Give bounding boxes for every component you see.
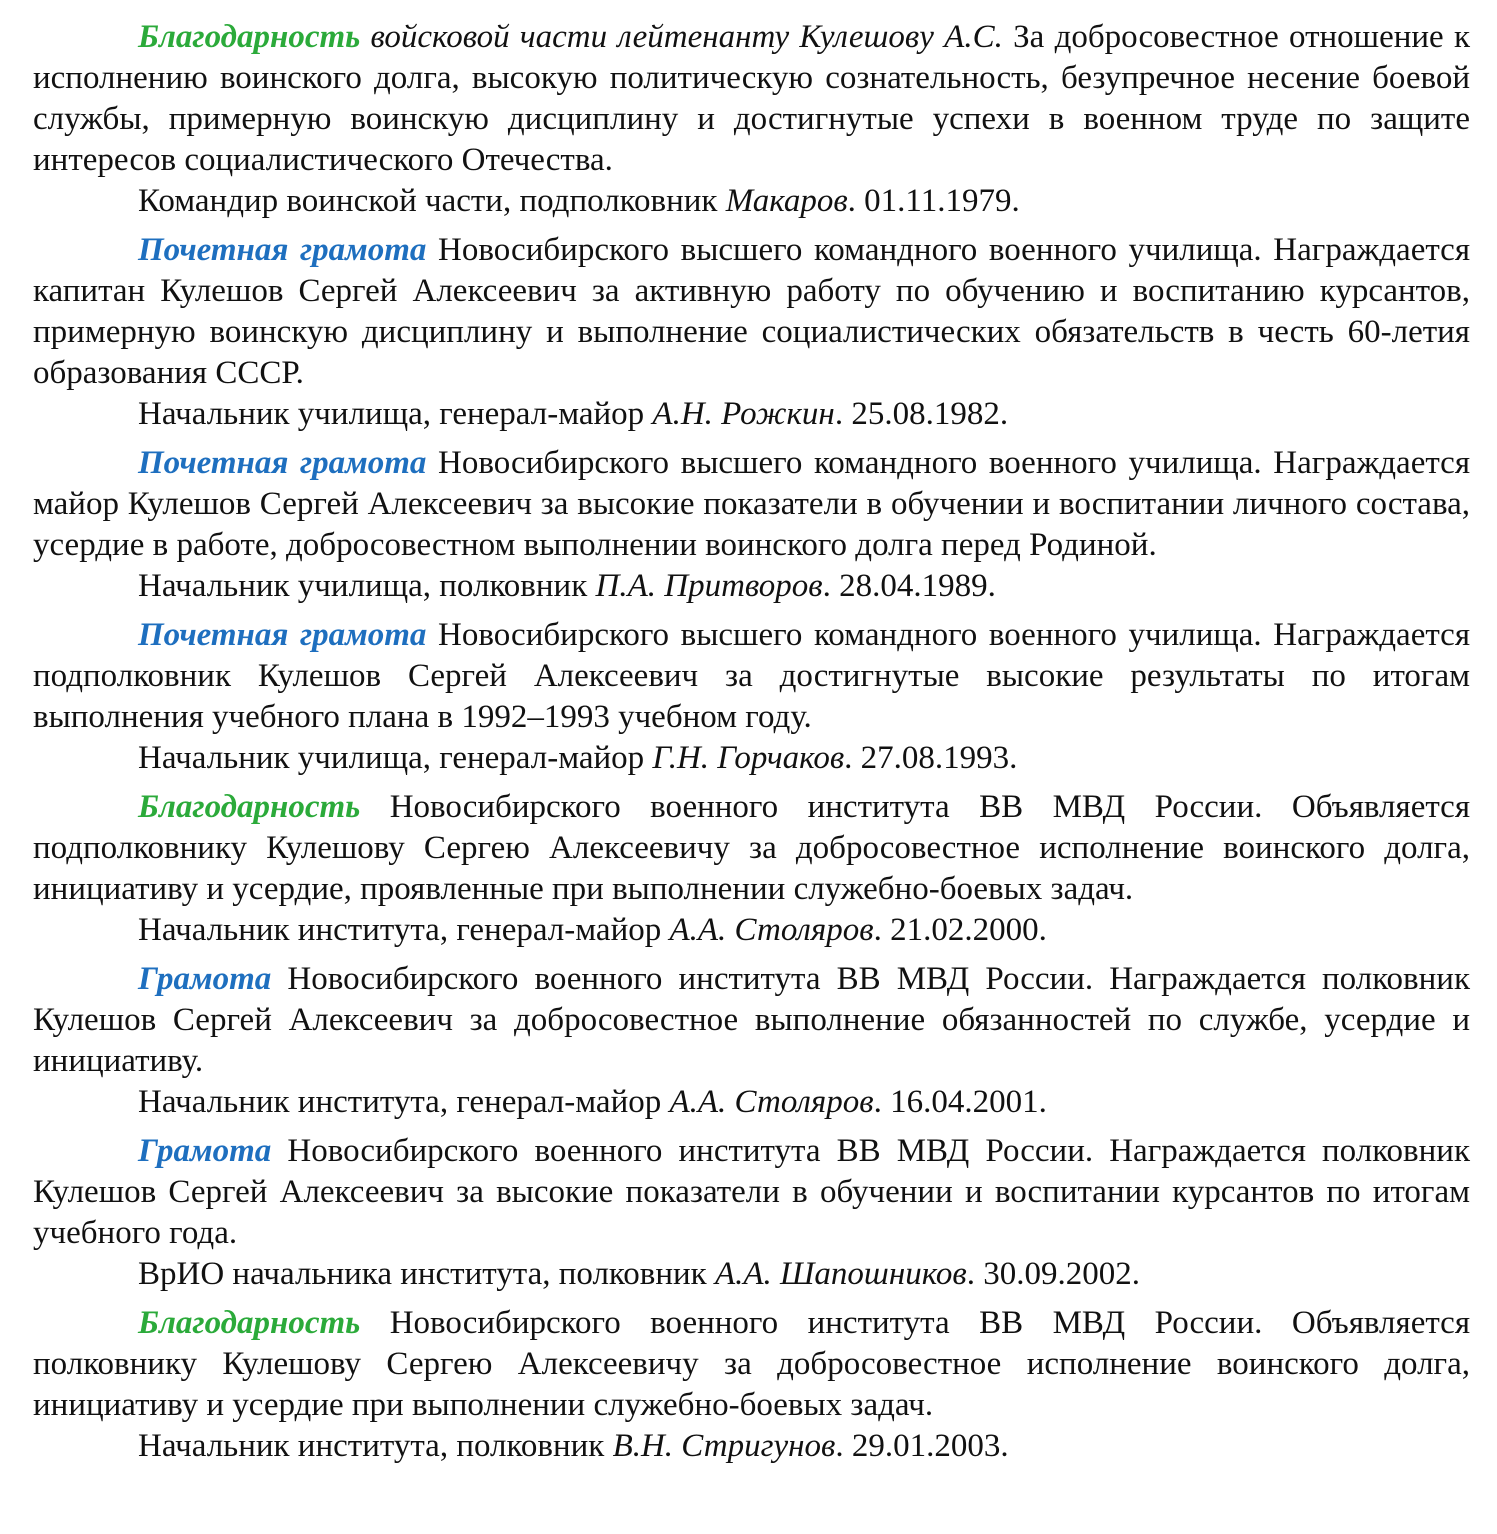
award-type: Почетная грамота [138, 445, 427, 481]
award-paragraph [33, 17, 1470, 181]
award-date: . 01.11.1979. [847, 183, 1020, 219]
signer-name: Г.Н. Горчаков [652, 740, 845, 776]
award-body: Новосибирского военного института ВВ МВД России. Награждается полковник Кулешов Сергей Алексеевич за высокие показатели в обучении и воспитании курсантов по итогам учебного года. [33, 1133, 1470, 1251]
signer-name: А.А. Столяров [669, 1084, 874, 1120]
awards-list [33, 17, 1470, 1475]
award-type: Грамота [138, 1133, 272, 1169]
award-type: Почетная грамота [138, 232, 427, 268]
award-date: . 25.08.1982. [834, 396, 1009, 432]
award-body: За добросовестное отношение к исполнению воинского долга, высокую политическую сознательность, безупречное несение боевой службы, примерную воинскую дисциплину и достигнутые успехи в военном труде по защите интересов социалистического Отечества. [33, 19, 1471, 178]
award-type: Благодарность [138, 1305, 361, 1341]
award-date: . 27.08.1993. [844, 740, 1018, 776]
signer-name: П.А. Притворов [595, 568, 823, 604]
award-signature [33, 1254, 1470, 1295]
award-type: Почетная грамота [138, 617, 427, 653]
award-issuer: войсковой части лейтенанту Кулешову А.С. [370, 19, 1003, 55]
award-body: Новосибирского высшего командного военного училища. Награждается капитан Кулешов Сергей Алексеевич за активную работу по обучению и воспитанию курсантов, примерную воинскую дисциплину и выполнение социалистических обязательств в честь 60-летия образования СССР. [33, 232, 1470, 391]
award-signature [33, 1426, 1470, 1467]
award-signature [33, 910, 1470, 951]
award-type: Благодарность [138, 19, 361, 55]
award-entry [33, 1303, 1470, 1467]
signer-name: А.Н. Рожкин [652, 396, 835, 432]
signer-name: Макаров [725, 183, 848, 219]
signer-title: Начальник института, генерал-майор [138, 1084, 662, 1120]
award-paragraph [33, 1303, 1470, 1426]
award-signature [33, 738, 1470, 779]
award-entry [33, 17, 1470, 222]
signer-name: В.Н. Стригунов [612, 1428, 836, 1464]
award-paragraph [33, 230, 1470, 394]
award-date: . 21.02.2000. [873, 912, 1047, 948]
award-body: Новосибирского высшего командного военного училища. Награждается майор Кулешов Сергей Алексеевич за высокие показатели в обучении и воспитании личного состава, усердие в работе, добросовестном выполнении воинского долга перед Родиной. [33, 445, 1470, 563]
award-signature [33, 394, 1470, 435]
award-date: . 16.04.2001. [873, 1084, 1047, 1120]
award-body: Новосибирского военного института ВВ МВД России. Объявляется подполковнику Кулешову Сергею Алексеевичу за добросовестное исполнение воинского долга, инициативу и усердие, проявленные при выполнении служебно-боевых задач. [33, 789, 1470, 907]
award-entry [33, 1131, 1470, 1295]
award-signature [33, 566, 1470, 607]
award-date: . 29.01.2003. [835, 1428, 1009, 1464]
signer-title: Начальник института, полковник [138, 1428, 605, 1464]
award-body: Новосибирского военного института ВВ МВД России. Объявляется полковнику Кулешову Сергею Алексеевичу за добросовестное исполнение воинского долга, инициативу и усердие при выполнении служебно-боевых задач. [33, 1305, 1470, 1423]
award-entry [33, 787, 1470, 951]
award-paragraph [33, 787, 1470, 910]
award-entry [33, 443, 1470, 607]
signer-title: Начальник училища, генерал-майор [138, 740, 645, 776]
award-body: Новосибирского военного института ВВ МВД России. Награждается полковник Кулешов Сергей Алексеевич за добросовестное выполнение обязанностей по службе, усердие и инициативу. [33, 961, 1470, 1079]
award-date: . 30.09.2002. [966, 1256, 1140, 1292]
award-date: . 28.04.1989. [822, 568, 996, 604]
award-entry [33, 615, 1470, 779]
signer-title: Начальник института, генерал-майор [138, 912, 662, 948]
signer-title: Начальник училища, полковник [138, 568, 588, 604]
award-body: Новосибирского высшего командного военного училища. Награждается подполковник Кулешов Сергей Алексеевич за достигнутые высокие результаты по итогам выполнения учебного плана в 1992–1993 учебном году. [33, 617, 1470, 735]
signer-name: А.А. Шапошников [714, 1256, 967, 1292]
signer-title: ВрИО начальника института, полковник [138, 1256, 707, 1292]
award-signature [33, 1082, 1470, 1123]
award-entry [33, 230, 1470, 435]
award-paragraph [33, 443, 1470, 566]
award-paragraph [33, 959, 1470, 1082]
signer-title: Командир воинской части, подполковник [138, 183, 718, 219]
partial-heading [33, 0, 1470, 10]
signer-name: А.А. Столяров [669, 912, 874, 948]
award-type: Грамота [138, 961, 272, 997]
signer-title: Начальник училища, генерал-майор [138, 396, 645, 432]
award-paragraph [33, 1131, 1470, 1254]
award-entry [33, 959, 1470, 1123]
award-signature [33, 181, 1470, 222]
award-type: Благодарность [138, 789, 361, 825]
award-paragraph [33, 615, 1470, 738]
